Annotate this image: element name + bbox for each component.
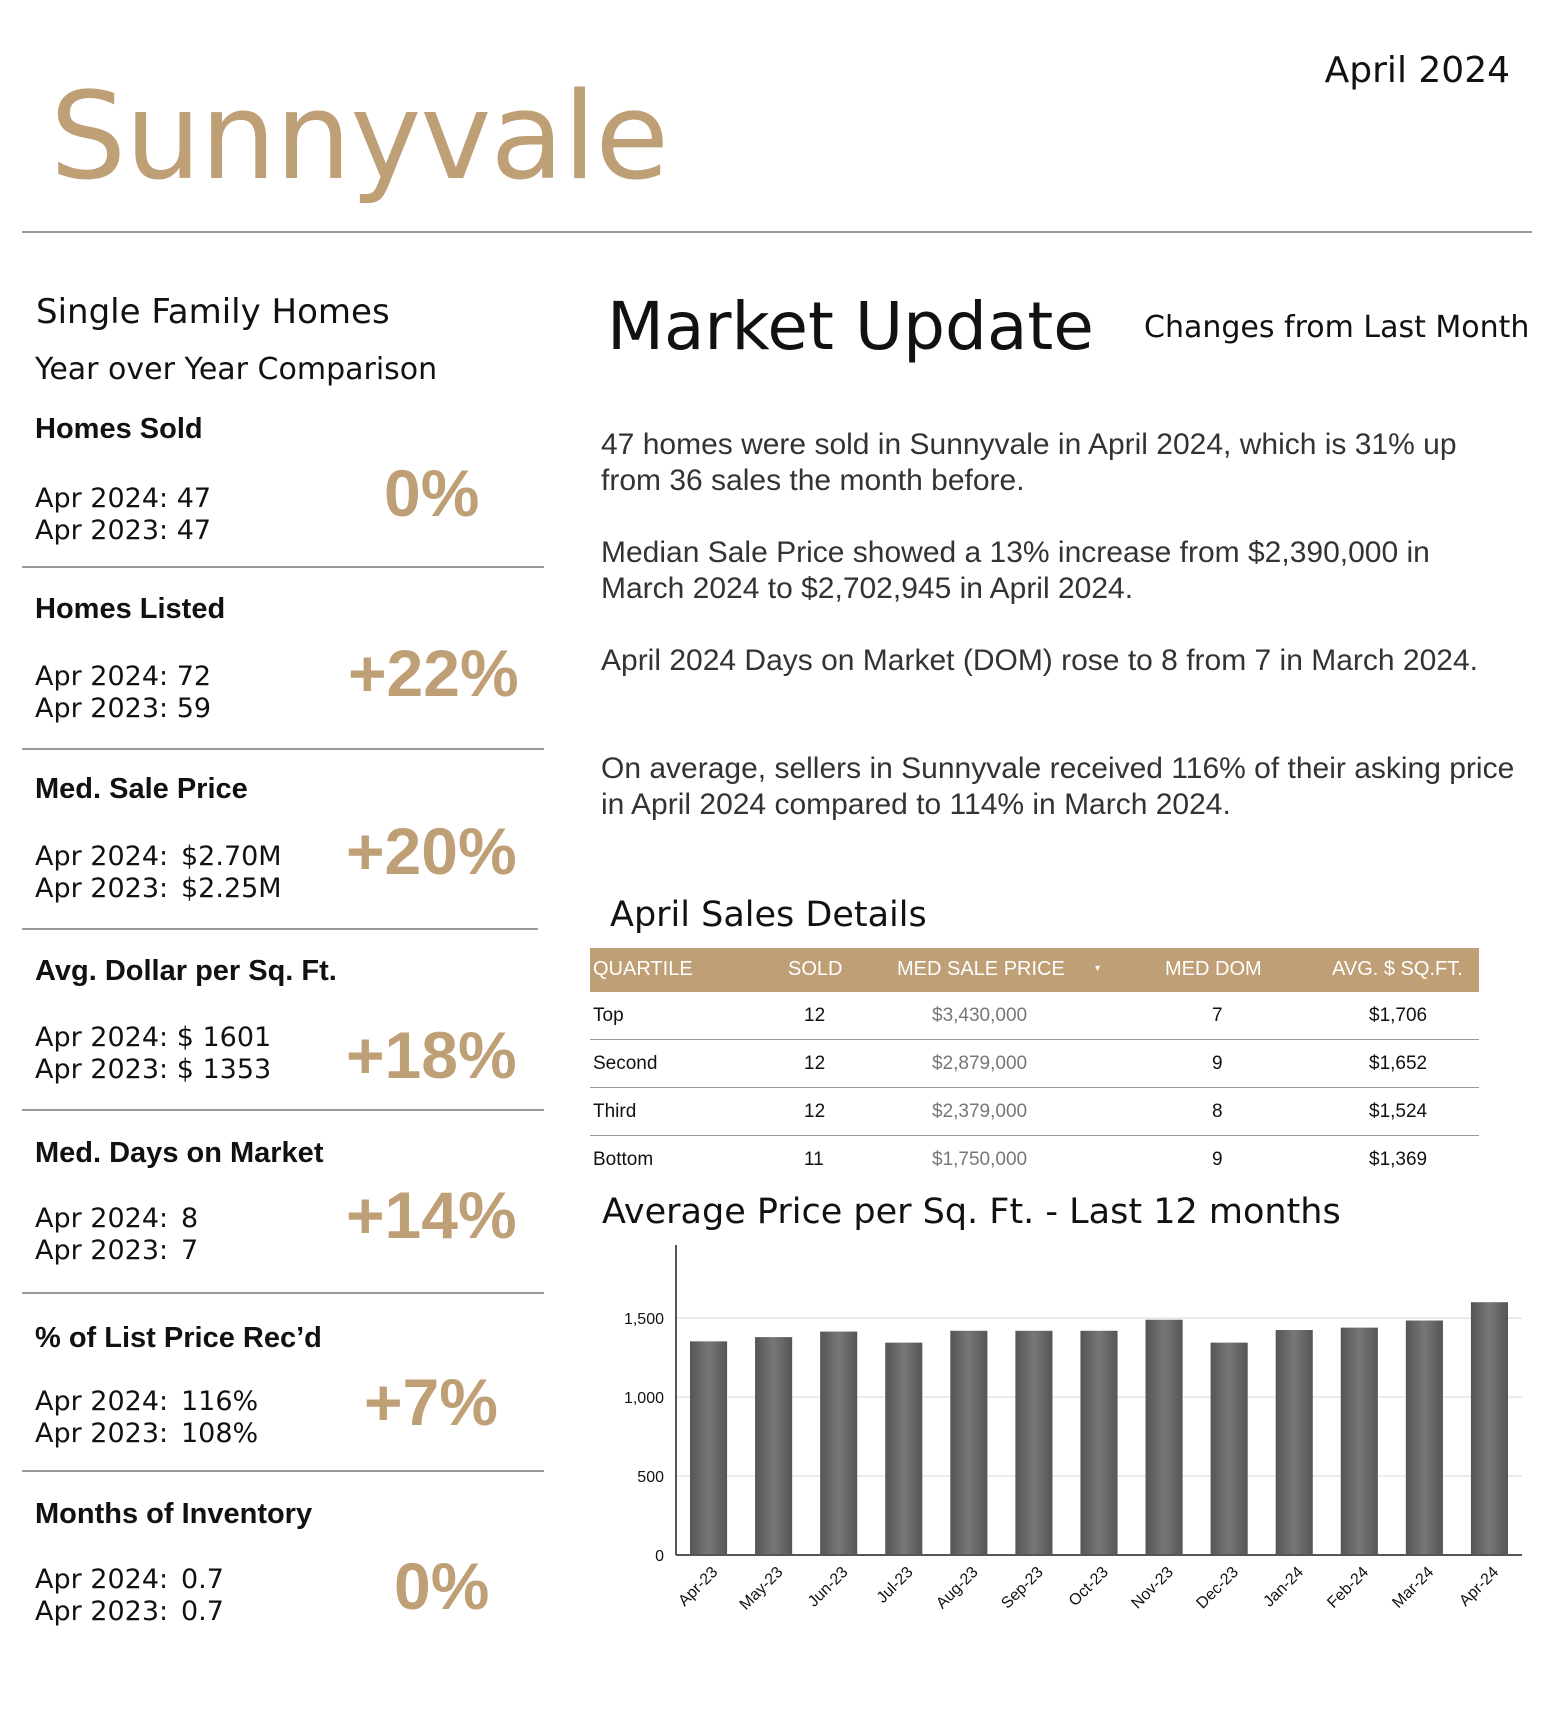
bar-feb-24 [1341,1328,1378,1555]
stat-change: +18% [346,1018,517,1092]
stat-current: Apr 2024: 116% [35,1386,259,1417]
market-paragraph: Median Sale Price showed a 13% increase from $2,390,000 in March 2024 to $2,702,945 in April 2024. [601,536,1430,605]
market-paragraph: 47 homes were sold in Sunnyvale in April 2024, which is 31% up from 36 sales the month before. [601,428,1457,497]
cell-dom: 7 [1212,1005,1223,1026]
stat-change: +7% [364,1365,498,1439]
stat-divider [22,748,544,750]
cell-quartile: Third [593,1101,637,1122]
sort-indicator-icon[interactable]: ▾ [1095,963,1101,974]
bar-apr-24 [1471,1302,1508,1555]
table-header [590,948,1479,992]
stat-current: Apr 2024: $ 1601 [35,1022,272,1053]
stat-label: Avg. Dollar per Sq. Ft. [35,955,337,987]
table-row [590,992,1479,1040]
x-tick-label: May-23 [736,1563,787,1614]
x-tick-label: Apr-24 [1456,1563,1503,1610]
cell-sold: 12 [804,1005,826,1026]
cell-quartile: Top [593,1005,624,1026]
cell-dom: 9 [1212,1149,1223,1170]
cell-sold: 11 [804,1149,824,1170]
cell-sold: 12 [804,1101,826,1122]
bar-jan-24 [1276,1330,1313,1555]
panel-subtitle: Year over Year Comparison [35,352,438,387]
stat-label: Med. Days on Market [35,1137,324,1169]
cell-quartile: Bottom [593,1149,654,1170]
cell-dom: 9 [1212,1053,1223,1074]
cell-price: $2,379,000 [932,1101,1028,1122]
bar-jul-23 [885,1343,922,1555]
stat-previous: Apr 2023: $ 1353 [35,1054,272,1085]
x-tick-label: Aug-23 [933,1563,982,1613]
table-row [590,1088,1479,1136]
report-date: April 2024 [1324,50,1510,91]
col-med-sale-price[interactable]: MED SALE PRICE [897,958,1065,980]
market-paragraph: April 2024 Days on Market (DOM) rose to 8 from 7 in March 2024. [601,644,1479,677]
stat-current: Apr 2024: 72 [35,661,212,692]
cell-price: $2,879,000 [932,1053,1028,1074]
panel-title: Single Family Homes [36,292,390,332]
stat-divider [22,566,544,568]
bar-mar-24 [1406,1321,1443,1555]
x-tick-label: Sep-23 [998,1563,1047,1613]
market-paragraph: On average, sellers in Sunnyvale received 116% of their asking price in April 2024 compared to 114% in March 2024. [601,752,1515,821]
stat-divider [22,928,538,930]
x-tick-label: Mar-24 [1389,1563,1438,1612]
city-title: Sunnyvale [50,68,669,207]
stat-previous: Apr 2023: 59 [35,693,212,724]
cell-price: $3,430,000 [932,1005,1028,1026]
price-sqft-bar-chart [600,1245,1530,1625]
bar-aug-23 [950,1331,987,1555]
market-update-title: Market Update [607,288,1094,365]
stat-divider [22,1109,544,1111]
table-row [590,1136,1479,1184]
stat-previous: Apr 2023: 0.7 [35,1596,224,1627]
stat-change: 0% [394,1549,490,1623]
cell-sqft: $1,524 [1369,1101,1428,1122]
col-quartile[interactable]: QUARTILE [593,958,693,980]
stat-label: Homes Listed [35,593,226,625]
stat-change: +22% [348,636,519,710]
x-tick-label: Nov-23 [1128,1563,1177,1613]
stat-label: % of List Price Rec’d [35,1322,322,1354]
bar-may-23 [755,1337,792,1555]
sales-details-title: April Sales Details [610,895,927,935]
y-tick-label: 0 [655,1548,664,1565]
stat-divider [22,1292,544,1294]
bar-sep-23 [1015,1331,1052,1555]
bar-oct-23 [1080,1331,1117,1555]
changes-label: Changes from Last Month [1144,310,1530,345]
stat-change: +14% [346,1178,517,1252]
stat-current: Apr 2024: $2.70M [35,841,282,872]
stat-previous: Apr 2023: $2.25M [35,873,282,904]
stat-previous: Apr 2023: 108% [35,1418,259,1449]
table-row [590,1040,1479,1088]
stat-previous: Apr 2023: 7 [35,1235,199,1266]
x-tick-label: Apr-23 [675,1563,722,1610]
cell-sqft: $1,369 [1369,1149,1428,1170]
y-tick-label: 1,000 [623,1390,664,1408]
x-tick-label: Jun-23 [804,1563,852,1611]
sales-details-table [590,948,1479,1184]
cell-price: $1,750,000 [932,1149,1028,1170]
x-tick-label: Dec-23 [1193,1563,1242,1613]
bar-apr-23 [690,1341,727,1555]
chart-title: Average Price per Sq. Ft. - Last 12 months [602,1192,1341,1232]
cell-quartile: Second [593,1053,658,1074]
col-sold[interactable]: SOLD [788,958,843,980]
stat-change: +20% [346,814,517,888]
stat-current: Apr 2024: 8 [35,1203,199,1234]
stat-label: Months of Inventory [35,1498,313,1530]
header-divider [22,231,1532,233]
col-med-dom[interactable]: MED DOM [1165,958,1262,980]
y-tick-label: 1,500 [623,1311,664,1329]
stat-change: 0% [384,456,480,530]
bar-jun-23 [820,1332,857,1555]
cell-sqft: $1,652 [1369,1053,1428,1074]
bar-dec-23 [1211,1343,1248,1555]
stat-label: Med. Sale Price [35,773,248,805]
cell-sold: 12 [804,1053,826,1074]
stat-divider [22,1470,544,1472]
cell-dom: 8 [1212,1101,1223,1122]
y-tick-label: 500 [637,1469,664,1487]
x-tick-label: Feb-24 [1324,1563,1373,1612]
cell-sqft: $1,706 [1369,1005,1428,1026]
stat-current: Apr 2024: 0.7 [35,1564,224,1595]
bar-nov-23 [1146,1320,1183,1555]
stat-label: Homes Sold [35,413,203,445]
col-avg-sqft[interactable]: AVG. $ SQ.FT. [1332,958,1463,980]
x-tick-label: Jan-24 [1260,1563,1308,1611]
x-tick-label: Oct-23 [1065,1563,1112,1610]
stat-previous: Apr 2023: 47 [35,515,212,546]
stat-current: Apr 2024: 47 [35,483,212,514]
x-tick-label: Jul-23 [873,1563,917,1607]
